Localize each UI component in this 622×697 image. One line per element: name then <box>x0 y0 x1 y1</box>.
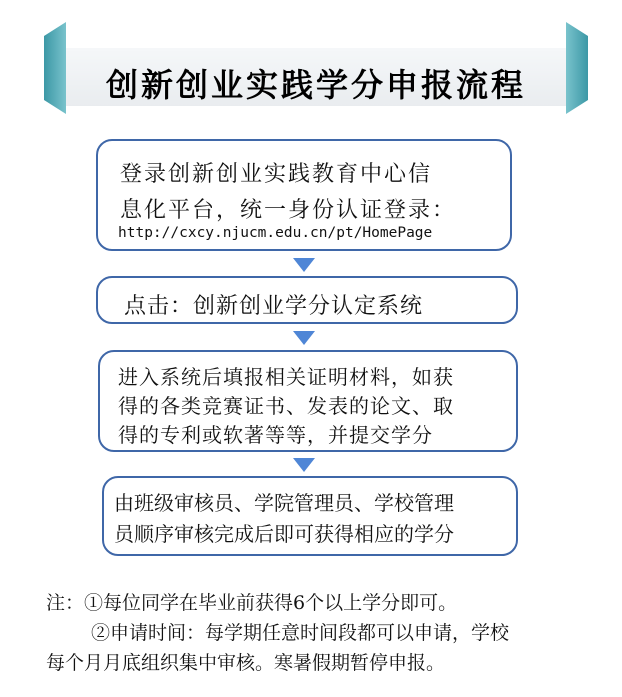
note-line-1: 注：①每位同学在毕业前获得6个以上学分即可。 <box>46 592 458 614</box>
banner-left-wedge <box>44 22 66 114</box>
step-2-box <box>96 276 518 324</box>
step-1-box <box>96 139 512 251</box>
step-4-line-1: 由班级审核员、学院管理员、学校管理 <box>114 491 454 515</box>
arrow-down-icon <box>293 258 315 272</box>
step-3-box <box>98 350 518 452</box>
step-3-line-1: 进入系统后填报相关证明材料，如获 <box>118 365 454 389</box>
arrow-down-icon <box>293 458 315 472</box>
step-4-line-2: 员顺序审核完成后即可获得相应的学分 <box>114 522 454 546</box>
note-line-3: 每个月月底组织集中审核。寒暑假期暂停申报。 <box>46 652 446 674</box>
step-1-line-1: 登录创新创业实践教育中心信 <box>120 162 433 187</box>
title-banner <box>40 18 592 118</box>
note-line-2: ②申请时间：每学期任意时间段都可以申请，学校 <box>91 622 510 644</box>
step-4-box <box>102 476 518 556</box>
step-2-text: 点击：创新创业学分认定系统 <box>124 294 424 319</box>
page-title: 创新创业实践学分申报流程 <box>105 66 526 104</box>
step-1-line-2: 息化平台，统一身份认证登录： <box>120 198 457 223</box>
step-1-url: http://cxcy.njucm.edu.cn/pt/HomePage <box>118 225 433 241</box>
arrow-down-icon <box>293 331 315 345</box>
step-3-line-3: 得的专利或软著等等，并提交学分 <box>118 423 433 447</box>
banner-right-wedge <box>566 22 588 114</box>
step-3-line-2: 得的各类竞赛证书、发表的论文、取 <box>118 394 454 418</box>
